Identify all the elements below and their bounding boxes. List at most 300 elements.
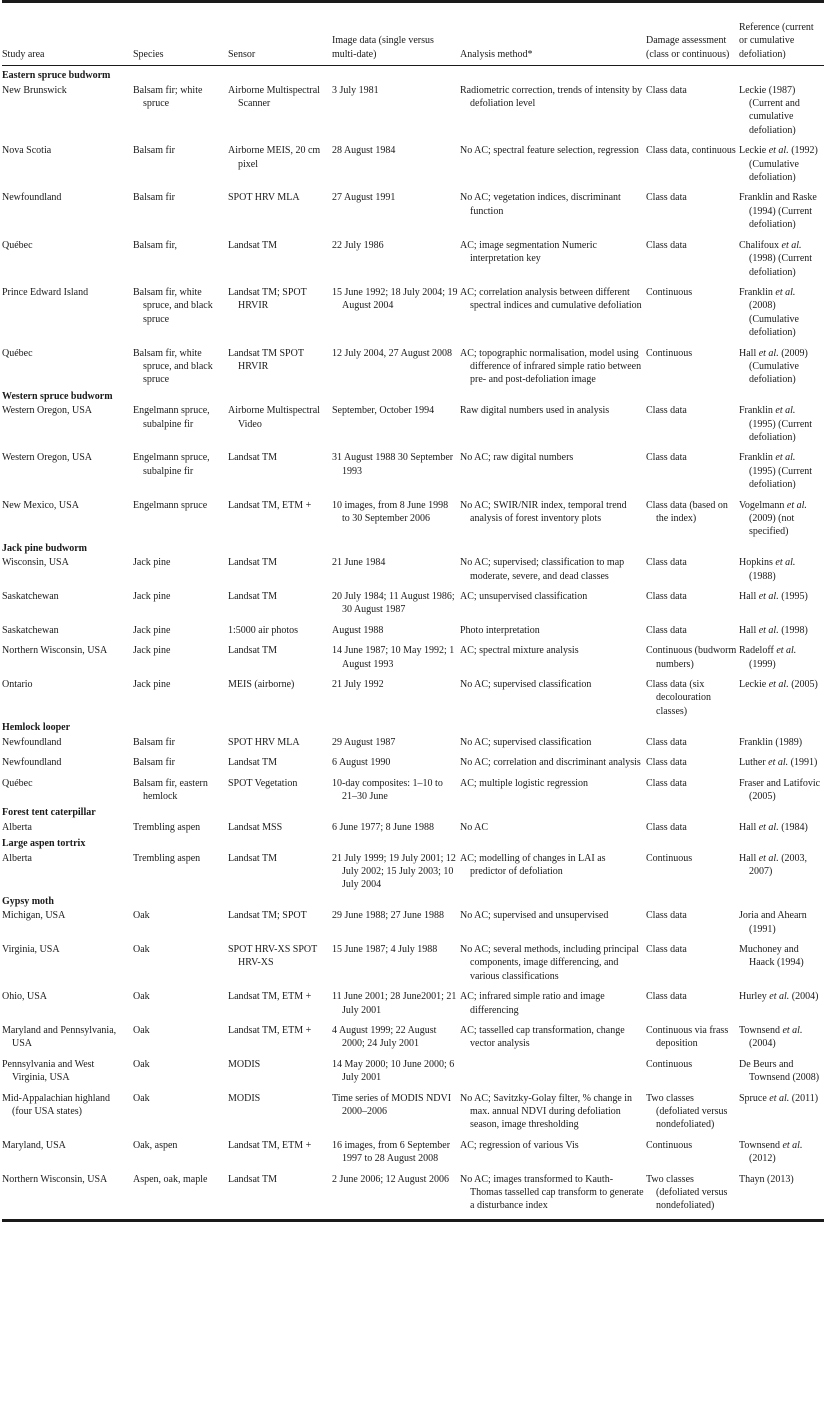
- damage-assessment-cell-text: Continuous via frass deposition: [646, 1025, 729, 1050]
- image-data-cell: [332, 749, 460, 769]
- damage-assessment-cell: [646, 1051, 739, 1085]
- analysis-method-cell-text: No AC; supervised classification: [460, 679, 592, 691]
- study-area-cell: [2, 492, 133, 539]
- damage-assessment-cell: [646, 403, 739, 444]
- study-area-cell: [2, 83, 133, 138]
- table-row: [2, 340, 824, 387]
- species-cell: [133, 770, 228, 804]
- image-data-cell-text: 10 images, from 8 June 1998 to 30 September 2006: [332, 499, 449, 524]
- study-area-cell-text: Newfoundland: [2, 192, 62, 204]
- table-row: [2, 1166, 824, 1213]
- group-header-row: [2, 539, 824, 555]
- sensor-cell: [228, 1017, 332, 1051]
- reference-cell: [739, 137, 824, 184]
- image-data-cell-text: 20 July 1984; 11 August 1986; 30 August 1987: [332, 591, 455, 616]
- analysis-method-cell-text: No AC; spectral feature selection, regression: [460, 145, 639, 157]
- species-cell: [133, 936, 228, 983]
- analysis-method-cell: [460, 1132, 646, 1166]
- study-area-cell-text: Virginia, USA: [2, 943, 60, 955]
- sensor-cell-text: Airborne Multispectral Video: [228, 405, 320, 430]
- image-data-cell: [332, 637, 460, 671]
- species-cell-text: Balsam fir: [133, 757, 175, 769]
- group-title: Gypsy moth: [2, 895, 54, 907]
- image-data-cell: [332, 492, 460, 539]
- damage-assessment-cell-text: Continuous: [646, 347, 693, 359]
- group-title: Western spruce budworm: [2, 390, 113, 402]
- table-row: [2, 279, 824, 340]
- study-area-cell-text: Québec: [2, 347, 33, 359]
- reference-cell-text: Hall et al. (1984): [739, 821, 808, 833]
- analysis-method-cell-text: No AC: [460, 821, 489, 833]
- table-row: [2, 983, 824, 1017]
- table-row: [2, 232, 824, 279]
- damage-assessment-cell-text: Continuous (budworm numbers): [646, 645, 737, 670]
- damage-assessment-cell-text: Continuous: [646, 1139, 693, 1151]
- image-data-cell: [332, 617, 460, 637]
- damage-assessment-cell: [646, 983, 739, 1017]
- sensor-cell: [228, 137, 332, 184]
- sensor-cell-text: Airborne MEIS, 20 cm pixel: [228, 145, 321, 170]
- analysis-method-cell-text: No AC; supervised and unsupervised: [460, 910, 609, 922]
- image-data-cell: [332, 83, 460, 138]
- study-area-cell-text: Saskatchewan: [2, 624, 59, 636]
- study-area-cell: [2, 735, 133, 749]
- table-row: [2, 908, 824, 936]
- study-area-cell: [2, 936, 133, 983]
- species-cell-text: Oak: [133, 1058, 150, 1070]
- reference-cell-text: Franklin and Raske (1994) (Current defoliation): [739, 192, 817, 231]
- study-area-cell: [2, 770, 133, 804]
- reference-cell-text: Franklin (1989): [739, 736, 803, 748]
- species-cell: [133, 83, 228, 138]
- analysis-method-cell: [460, 340, 646, 387]
- reference-cell-text: Fraser and Latifovic (2005): [739, 777, 821, 802]
- sensor-cell-text: Landsat TM, ETM +: [228, 1025, 312, 1036]
- header-sensor: Sensor: [228, 48, 256, 60]
- table-row: [2, 1017, 824, 1051]
- study-area-cell-text: Maryland, USA: [2, 1139, 66, 1151]
- species-cell-text: Balsam fir: [133, 192, 175, 204]
- image-data-cell: [332, 1085, 460, 1132]
- image-data-cell: [332, 735, 460, 749]
- table-row: [2, 617, 824, 637]
- sensor-cell: [228, 1166, 332, 1213]
- reference-cell-text: Franklin et al. (1995) (Current defoliation): [739, 405, 813, 443]
- species-cell: [133, 444, 228, 491]
- header-reference: Reference (current or cumulative defoliation): [739, 22, 814, 60]
- damage-assessment-cell: [646, 617, 739, 637]
- sensor-cell: [228, 83, 332, 138]
- reference-cell-text: Chalifoux et al. (1998) (Current defoliation): [739, 239, 813, 278]
- reference-cell: [739, 1166, 824, 1213]
- analysis-method-cell: [460, 936, 646, 983]
- image-data-cell: [332, 851, 460, 892]
- study-area-cell: [2, 403, 133, 444]
- sensor-cell: [228, 184, 332, 231]
- damage-assessment-cell-text: Class data: [646, 943, 687, 955]
- species-cell-text: Oak: [133, 910, 150, 922]
- sensor-cell-text: SPOT HRV MLA: [228, 736, 300, 748]
- damage-assessment-cell: [646, 340, 739, 387]
- reference-cell: [739, 444, 824, 491]
- damage-assessment-cell-text: Continuous: [646, 286, 693, 298]
- damage-assessment-cell: [646, 1166, 739, 1213]
- table-row: [2, 583, 824, 617]
- table-row: [2, 1085, 824, 1132]
- species-cell: [133, 749, 228, 769]
- analysis-method-cell: [460, 749, 646, 769]
- image-data-cell-text: 6 June 1977; 8 June 1988: [332, 821, 434, 833]
- damage-assessment-cell: [646, 184, 739, 231]
- group-header-row: [2, 892, 824, 908]
- damage-assessment-cell: [646, 820, 739, 834]
- analysis-method-cell-text: No AC; Savitzky-Golay filter, % change in max. annual NDVI during defoliation season, image thresholding: [460, 1092, 633, 1131]
- image-data-cell: [332, 1051, 460, 1085]
- species-cell-text: Trembling aspen: [133, 821, 201, 833]
- image-data-cell: [332, 671, 460, 718]
- header-species: Species: [133, 48, 164, 60]
- sensor-cell-text: Landsat TM, ETM +: [228, 1139, 312, 1151]
- sensor-cell-text: Landsat TM: [228, 1173, 277, 1185]
- reference-cell: [739, 735, 824, 749]
- species-cell-text: Oak, aspen: [133, 1139, 178, 1151]
- analysis-method-cell: [460, 1051, 646, 1085]
- sensor-cell-text: SPOT HRV MLA: [228, 192, 300, 204]
- damage-assessment-cell: [646, 555, 739, 583]
- image-data-cell: [332, 184, 460, 231]
- group-header-row: [2, 66, 824, 82]
- sensor-cell: [228, 492, 332, 539]
- sensor-cell: [228, 1085, 332, 1132]
- table-row: [2, 637, 824, 671]
- header-row: [2, 3, 824, 65]
- image-data-cell: [332, 820, 460, 834]
- table-row: [2, 555, 824, 583]
- image-data-cell-text: 21 July 1992: [332, 679, 384, 691]
- analysis-method-cell: [460, 444, 646, 491]
- damage-assessment-cell-text: Two classes (defoliated versus nondefoliated): [646, 1173, 728, 1212]
- species-cell: [133, 279, 228, 340]
- species-cell: [133, 735, 228, 749]
- sensor-cell-text: MODIS: [228, 1092, 261, 1104]
- species-cell-text: Balsam fir, white spruce, and black spruce: [133, 286, 213, 325]
- study-area-cell-text: Newfoundland: [2, 757, 62, 769]
- study-area-cell-text: Western Oregon, USA: [2, 405, 93, 417]
- damage-assessment-cell-text: Class data: [646, 557, 687, 569]
- damage-assessment-cell-text: Class data: [646, 910, 687, 922]
- damage-assessment-cell: [646, 232, 739, 279]
- image-data-cell-text: 15 June 1992; 18 July 2004; 19 August 2004: [332, 286, 458, 312]
- study-area-cell-text: Northern Wisconsin, USA: [2, 645, 108, 657]
- reference-cell: [739, 492, 824, 539]
- study-area-cell-text: Prince Edward Island: [2, 286, 89, 298]
- species-cell-text: Trembling aspen: [133, 852, 201, 864]
- analysis-method-cell-text: No AC; correlation and discriminant analysis: [460, 757, 641, 769]
- sensor-cell-text: Landsat TM, ETM +: [228, 991, 312, 1003]
- reference-cell-text: Hall et al. (2009) (Cumulative defoliation): [739, 347, 808, 386]
- damage-assessment-cell-text: Class data: [646, 777, 687, 789]
- damage-assessment-cell-text: Class data: [646, 591, 687, 603]
- analysis-method-cell-text: AC; spectral mixture analysis: [460, 645, 579, 657]
- image-data-cell: [332, 770, 460, 804]
- species-cell: [133, 492, 228, 539]
- group-title: Jack pine budworm: [2, 542, 88, 554]
- reference-cell-text: Leckie et al. (1992) (Cumulative defoliation): [739, 145, 818, 184]
- sensor-cell-text: Landsat TM; SPOT: [228, 910, 307, 922]
- species-cell: [133, 1051, 228, 1085]
- study-area-cell: [2, 184, 133, 231]
- analysis-method-cell: [460, 820, 646, 834]
- table-row: [2, 671, 824, 718]
- sensor-cell-text: Landsat TM: [228, 645, 277, 657]
- sensor-cell: [228, 735, 332, 749]
- header-analysis-method: Analysis method*: [460, 48, 533, 60]
- sensor-cell: [228, 279, 332, 340]
- reference-cell-text: Muchoney and Haack (1994): [739, 943, 804, 969]
- study-area-cell: [2, 908, 133, 936]
- study-area-cell-text: Maryland and Pennsylvania, USA: [2, 1025, 117, 1050]
- image-data-cell-text: 15 June 1987; 4 July 1988: [332, 943, 438, 955]
- species-cell-text: Balsam fir, white spruce, and black spruce: [133, 347, 213, 386]
- image-data-cell-text: 11 June 2001; 28 June2001; 21 July 2001: [332, 991, 457, 1016]
- sensor-cell: [228, 851, 332, 892]
- study-area-cell-text: Nova Scotia: [2, 145, 52, 157]
- study-area-cell-text: Newfoundland: [2, 736, 62, 748]
- sensor-cell: [228, 936, 332, 983]
- study-area-cell: [2, 1166, 133, 1213]
- analysis-method-cell: [460, 983, 646, 1017]
- reference-cell: [739, 1017, 824, 1051]
- reference-cell-text: De Beurs and Townsend (2008): [739, 1058, 820, 1084]
- reference-cell: [739, 908, 824, 936]
- image-data-cell: [332, 983, 460, 1017]
- analysis-method-cell: [460, 583, 646, 617]
- study-area-cell: [2, 340, 133, 387]
- analysis-method-cell-text: AC; correlation analysis between different spectral indices and cumulative defoliation: [460, 286, 642, 312]
- study-area-cell: [2, 749, 133, 769]
- damage-assessment-cell-text: Continuous: [646, 852, 693, 864]
- image-data-cell-text: 22 July 1986: [332, 239, 384, 251]
- species-cell: [133, 403, 228, 444]
- species-cell-text: Engelmann spruce, subalpine fir: [133, 452, 210, 477]
- damage-assessment-cell: [646, 1085, 739, 1132]
- damage-assessment-cell-text: Class data: [646, 736, 687, 748]
- image-data-cell-text: 31 August 1988 30 September 1993: [332, 452, 454, 477]
- image-data-cell-text: 4 August 1999; 22 August 2000; 24 July 2001: [332, 1025, 437, 1050]
- species-cell-text: Balsam fir: [133, 736, 175, 748]
- reference-cell: [739, 851, 824, 892]
- damage-assessment-cell-text: Class data: [646, 239, 687, 251]
- reference-cell-text: Hall et al. (1998): [739, 624, 808, 636]
- damage-assessment-cell: [646, 1017, 739, 1051]
- table-row: [2, 749, 824, 769]
- image-data-cell: [332, 279, 460, 340]
- analysis-method-cell: [460, 770, 646, 804]
- damage-assessment-cell-text: Class data: [646, 192, 687, 204]
- reference-cell-text: Hall et al. (1995): [739, 591, 808, 603]
- reference-cell: [739, 637, 824, 671]
- damage-assessment-cell-text: Class data: [646, 757, 687, 769]
- sensor-cell: [228, 637, 332, 671]
- damage-assessment-cell-text: Class data: [646, 821, 687, 833]
- reference-cell-text: Franklin et al. (2008) (Cumulative defoliation): [739, 286, 799, 339]
- sensor-cell: [228, 820, 332, 834]
- damage-assessment-cell: [646, 83, 739, 138]
- species-cell-text: Jack pine: [133, 624, 171, 636]
- reference-cell-text: Townsend et al. (2004): [739, 1025, 803, 1050]
- damage-assessment-cell: [646, 770, 739, 804]
- analysis-method-cell-text: No AC; vegetation indices, discriminant function: [460, 192, 621, 217]
- analysis-method-cell: [460, 232, 646, 279]
- damage-assessment-cell-text: Class data: [646, 991, 687, 1003]
- analysis-method-cell-text: No AC; images transformed to Kauth-Thomas tasselled cap transform to generate a disturbance index: [460, 1173, 644, 1212]
- sensor-cell-text: Landsat MSS: [228, 821, 283, 833]
- sensor-cell-text: Landsat TM: [228, 452, 277, 464]
- species-cell: [133, 617, 228, 637]
- damage-assessment-cell: [646, 1132, 739, 1166]
- study-area-cell-text: Québec: [2, 777, 33, 789]
- reference-cell: [739, 983, 824, 1017]
- sensor-cell-text: Landsat TM: [228, 591, 277, 603]
- analysis-method-cell-text: No AC; SWIR/NIR index, temporal trend analysis of forest inventory plots: [460, 499, 627, 524]
- study-area-cell: [2, 555, 133, 583]
- reference-cell-text: Leckie et al. (2005): [739, 679, 818, 691]
- header-image-data: Image data (single versus multi-date): [332, 35, 434, 60]
- table-row: [2, 820, 824, 834]
- study-area-cell: [2, 851, 133, 892]
- sensor-cell: [228, 555, 332, 583]
- study-area-cell: [2, 1017, 133, 1051]
- study-area-cell-text: Alberta: [2, 821, 32, 833]
- study-area-cell-text: New Brunswick: [2, 84, 67, 96]
- defoliation-studies-table: [2, 3, 824, 1213]
- study-area-cell: [2, 1051, 133, 1085]
- sensor-cell: [228, 232, 332, 279]
- image-data-cell-text: August 1988: [332, 624, 384, 636]
- analysis-method-cell-text: AC; regression of various Vis: [460, 1139, 579, 1151]
- study-area-cell: [2, 671, 133, 718]
- species-cell-text: Oak: [133, 991, 150, 1003]
- species-cell: [133, 1132, 228, 1166]
- sensor-cell-text: MODIS: [228, 1058, 261, 1070]
- group-title: Forest tent caterpillar: [2, 807, 96, 819]
- analysis-method-cell: [460, 851, 646, 892]
- reference-cell: [739, 583, 824, 617]
- analysis-method-cell-text: AC; modelling of changes in LAI as predictor of defoliation: [460, 852, 606, 877]
- sensor-cell: [228, 770, 332, 804]
- analysis-method-cell: [460, 735, 646, 749]
- analysis-method-cell-text: AC; infrared simple ratio and image differencing: [460, 991, 605, 1016]
- study-area-cell: [2, 617, 133, 637]
- sensor-cell-text: SPOT HRV-XS SPOT HRV-XS: [228, 943, 318, 969]
- sensor-cell: [228, 340, 332, 387]
- study-area-cell-text: Ontario: [2, 679, 33, 691]
- reference-cell: [739, 749, 824, 769]
- sensor-cell-text: 1:5000 air photos: [228, 624, 298, 636]
- damage-assessment-cell: [646, 908, 739, 936]
- damage-assessment-cell-text: Continuous: [646, 1058, 693, 1070]
- analysis-method-cell: [460, 908, 646, 936]
- image-data-cell-text: 14 May 2000; 10 June 2000; 6 July 2001: [332, 1058, 455, 1084]
- species-cell-text: Balsam fir,: [133, 239, 178, 251]
- sensor-cell-text: Landsat TM; SPOT HRVIR: [228, 286, 307, 312]
- study-area-cell-text: Wisconsin, USA: [2, 557, 69, 569]
- image-data-cell-text: 10-day composites: 1–10 to 21–30 June: [332, 777, 443, 802]
- species-cell: [133, 908, 228, 936]
- study-area-cell-text: Mid-Appalachian highland (four USA states): [2, 1092, 111, 1118]
- sensor-cell: [228, 983, 332, 1017]
- group-header-row: [2, 718, 824, 734]
- analysis-method-cell: [460, 555, 646, 583]
- species-cell: [133, 137, 228, 184]
- species-cell-text: Engelmann spruce: [133, 499, 208, 511]
- damage-assessment-cell-text: Class data: [646, 84, 687, 96]
- species-cell-text: Oak: [133, 1025, 150, 1036]
- species-cell: [133, 671, 228, 718]
- species-cell-text: Jack pine: [133, 679, 171, 691]
- study-area-cell: [2, 1085, 133, 1132]
- analysis-method-cell: [460, 279, 646, 340]
- damage-assessment-cell: [646, 637, 739, 671]
- table-body: [2, 66, 824, 1213]
- sensor-cell-text: Landsat TM: [228, 852, 277, 864]
- study-area-cell: [2, 637, 133, 671]
- sensor-cell: [228, 583, 332, 617]
- sensor-cell-text: Landsat TM SPOT HRVIR: [228, 347, 304, 372]
- analysis-method-cell: [460, 137, 646, 184]
- image-data-cell: [332, 1132, 460, 1166]
- damage-assessment-cell-text: Class data: [646, 405, 687, 417]
- analysis-method-cell: [460, 617, 646, 637]
- species-cell: [133, 555, 228, 583]
- species-cell: [133, 820, 228, 834]
- table-row: [2, 403, 824, 444]
- analysis-method-cell: [460, 1017, 646, 1051]
- group-title: Large aspen tortrix: [2, 838, 86, 850]
- reference-cell-text: Franklin et al. (1995) (Current defoliation): [739, 452, 813, 491]
- analysis-method-cell-text: No AC; supervised; classification to map moderate, severe, and dead classes: [460, 557, 625, 582]
- study-area-cell: [2, 279, 133, 340]
- species-cell-text: Balsam fir; white spruce: [133, 84, 203, 110]
- reference-cell: [739, 403, 824, 444]
- species-cell-text: Aspen, oak, maple: [133, 1173, 208, 1185]
- species-cell-text: Oak: [133, 1092, 150, 1104]
- species-cell: [133, 851, 228, 892]
- damage-assessment-cell-text: Two classes (defoliated versus nondefoliated): [646, 1092, 728, 1131]
- reference-cell-text: Spruce et al. (2011): [739, 1092, 819, 1104]
- image-data-cell-text: 12 July 2004, 27 August 2008: [332, 347, 453, 359]
- species-cell-text: Jack pine: [133, 645, 171, 657]
- reference-cell: [739, 1051, 824, 1085]
- table-row: [2, 936, 824, 983]
- damage-assessment-cell: [646, 583, 739, 617]
- reference-cell: [739, 83, 824, 138]
- study-area-cell: [2, 1132, 133, 1166]
- image-data-cell-text: 21 June 1984: [332, 557, 386, 569]
- study-area-cell-text: Alberta: [2, 852, 32, 864]
- study-area-cell: [2, 232, 133, 279]
- image-data-cell-text: Time series of MODIS NDVI 2000–2006: [332, 1092, 452, 1118]
- species-cell: [133, 1166, 228, 1213]
- study-area-cell-text: Michigan, USA: [2, 910, 66, 922]
- reference-cell-text: Joria and Ahearn (1991): [739, 910, 807, 935]
- table-row: [2, 137, 824, 184]
- study-area-cell-text: Québec: [2, 239, 33, 251]
- study-area-cell-text: New Mexico, USA: [2, 499, 79, 511]
- reference-cell: [739, 770, 824, 804]
- image-data-cell-text: 27 August 1991: [332, 192, 396, 204]
- damage-assessment-cell: [646, 279, 739, 340]
